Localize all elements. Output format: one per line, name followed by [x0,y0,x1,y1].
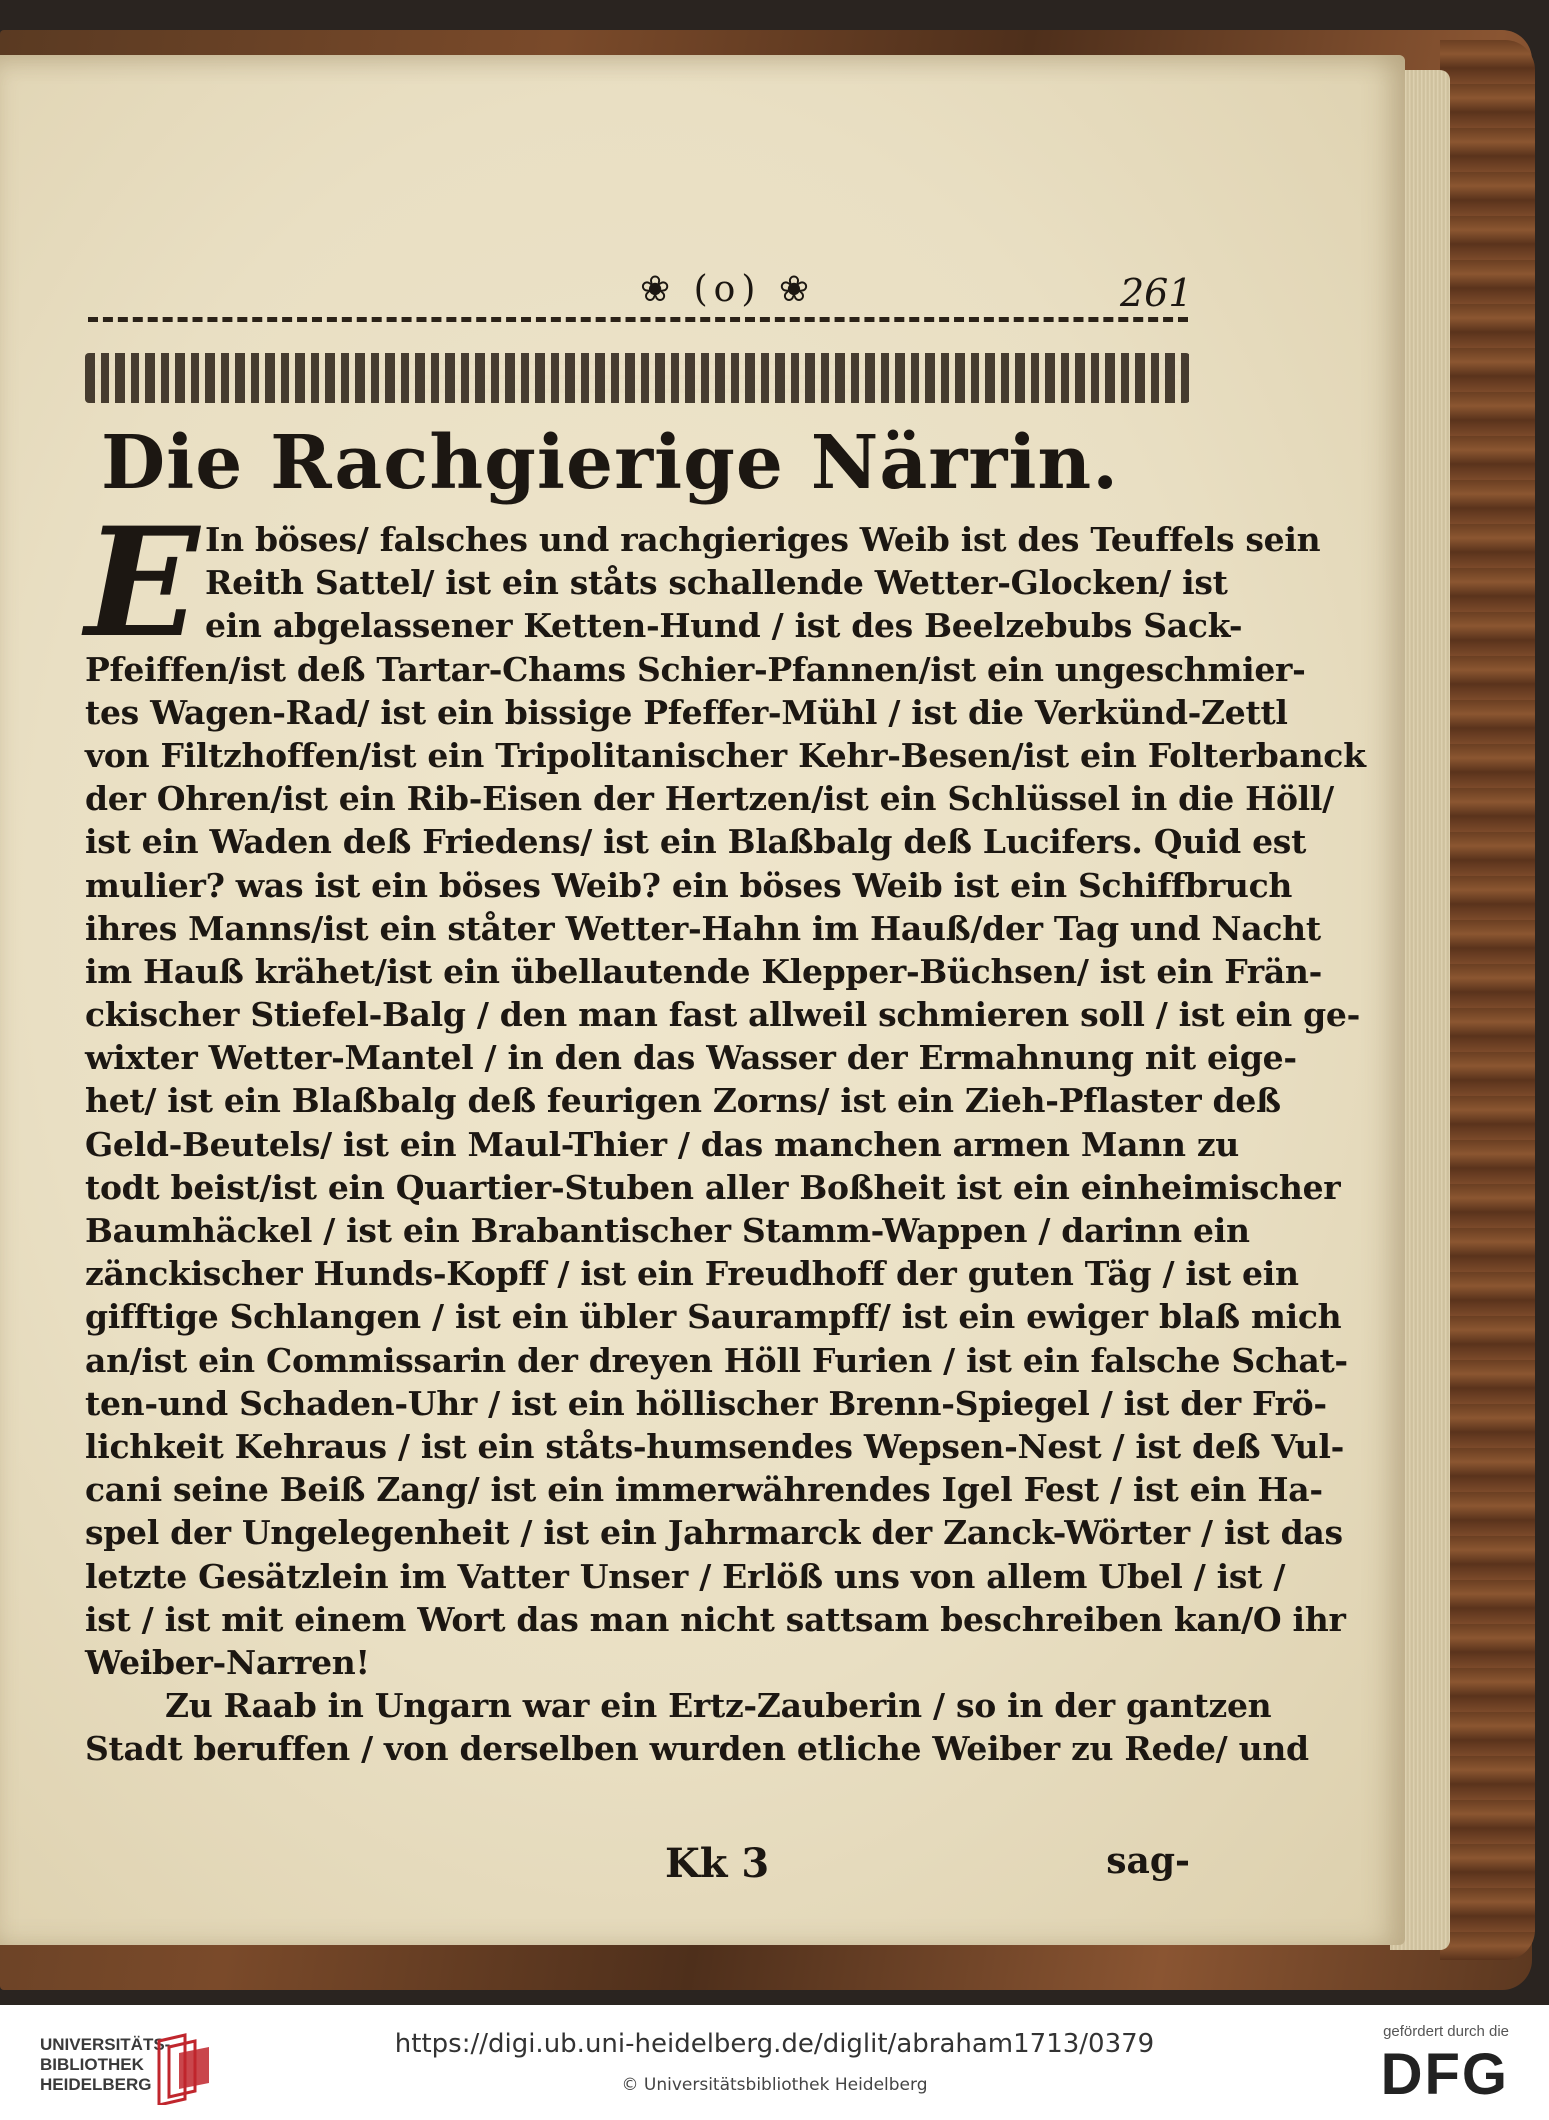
text-line: ten-und Schaden-Uhr / ist ein höllischer Brenn-Spiegel / ist der Frö- [85,1383,1327,1423]
chapter-title: Die Rachgierige Närrin. [101,420,1119,506]
text-line: zänckischer Hunds-Kopff / ist ein Freudhoff der guten Täg / ist ein [85,1254,1299,1294]
header-ornament: ❀ (o) ❀ [640,269,815,310]
text-line: todt beist/ist ein Quartier-Stuben aller Boßheit ist ein einheimischer [85,1167,1341,1207]
running-header [80,265,1193,325]
header-rule [88,317,1188,322]
text-line: ihres Manns/ist ein ståter Wetter-Hahn im Hauß/der Tag und Nacht [85,908,1321,948]
signature-mark: Kk 3 [665,1840,770,1887]
book-cover-edge [1440,40,1535,1960]
copyright-notice: © Universitätsbibliothek Heidelberg [621,2075,928,2095]
text-line: der Ohren/ist ein Rib-Eisen der Hertzen/ist ein Schlüssel in die Höll/ [85,779,1334,819]
catchword: sag- [1106,1840,1190,1882]
text-line: In böses/ falsches und rachgieriges Weib ist des Teuffels sein [205,520,1321,559]
body-text [85,495,1366,1770]
library-name-line1: UNIVERSITÄTS- [40,2035,171,2054]
text-line: lichkeit Kehraus / ist ein ståts-humsendes Wepsen-Nest / ist deß Vul- [85,1426,1345,1466]
text-line: mulier? was ist ein böses Weib? ein böses Weib ist ein Schiffbruch [85,865,1293,905]
library-name-line3: HEIDELBERG [40,2075,152,2094]
text-line: im Hauß krähet/ist ein übellautende Klepper-Büchsen/ ist ein Frän- [85,951,1323,991]
page-number: 261 [1120,271,1193,315]
text-line: ckischer Stiefel-Balg / den man fast allweil schmieren soll / ist ein ge- [85,995,1361,1035]
text-line: letzte Gesätzlein im Vatter Unser / Erlöß uns von allem Ubel / ist / [85,1556,1286,1596]
text-line: Zu Raab in Ungarn war ein Ertz-Zauberin / so in der gantzen [165,1686,1272,1726]
viewer-footer [0,2005,1549,2120]
permalink-url[interactable]: https://digi.ub.uni-heidelberg.de/diglit/abraham1713/0379 [394,2029,1155,2059]
text-line: Stadt beruffen / von derselben wurden etliche Weiber zu Rede/ und [85,1729,1309,1769]
text-line: cani seine Beiß Zang/ ist ein immerwährendes Igel Fest / ist ein Ha- [85,1470,1323,1510]
ornamental-border [85,353,1190,403]
text-line: ein abgelassener Ketten-Hund / ist des Beelzebubs Sack- [205,606,1243,646]
text-line: tes Wagen-Rad/ ist ein bissige Pfeffer-Mühl / ist die Verkünd-Zettl [85,692,1288,732]
dfg-logo[interactable]: DFG [1380,2042,1509,2107]
text-line: wixter Wetter-Mantel / in den das Wasser der Ermahnung nit eige- [85,1038,1297,1078]
text-line: gifftige Schlangen / ist ein übler Saurampff/ ist ein ewiger blaß mich [85,1297,1342,1337]
library-name-line2: BIBLIOTHEK [40,2055,144,2074]
book-page [0,55,1405,1945]
drop-capital: E [85,495,200,671]
text-line: ist ein Waden deß Friedens/ ist ein Blaßbalg deß Lucifers. Quid est [85,822,1307,862]
text-line: spel der Ungelegenheit / ist ein Jahrmarck der Zanck-Wörter / ist das [85,1513,1343,1553]
text-line: Reith Sattel/ ist ein ståts schallende Wetter-Glocken/ ist [205,563,1228,603]
text-line: Geld-Beutels/ ist ein Maul-Thier / das manchen armen Mann zu [85,1124,1239,1164]
text-line: Weiber-Narren! [85,1642,370,1682]
text-line: het/ ist ein Blaßbalg deß feurigen Zorns/ ist ein Zieh-Pflaster deß [85,1081,1281,1121]
text-line: an/ist ein Commissarin der dreyen Höll Furien / ist ein falsche Schat- [85,1340,1348,1380]
text-line: von Filtzhoffen/ist ein Tripolitanischer Kehr-Besen/ist ein Folterbanck [85,735,1366,775]
text-line: Pfeiffen/ist deß Tartar-Chams Schier-Pfannen/ist ein ungeschmier- [85,649,1306,689]
text-line: ist / ist mit einem Wort das man nicht sattsam beschreiben kan/O ihr [85,1599,1346,1639]
text-line: Baumhäckel / ist ein Brabantischer Stamm-Wappen / darinn ein [85,1211,1250,1250]
funding-caption: gefördert durch die [1383,2023,1509,2040]
page-footer-line [85,1840,1190,1890]
